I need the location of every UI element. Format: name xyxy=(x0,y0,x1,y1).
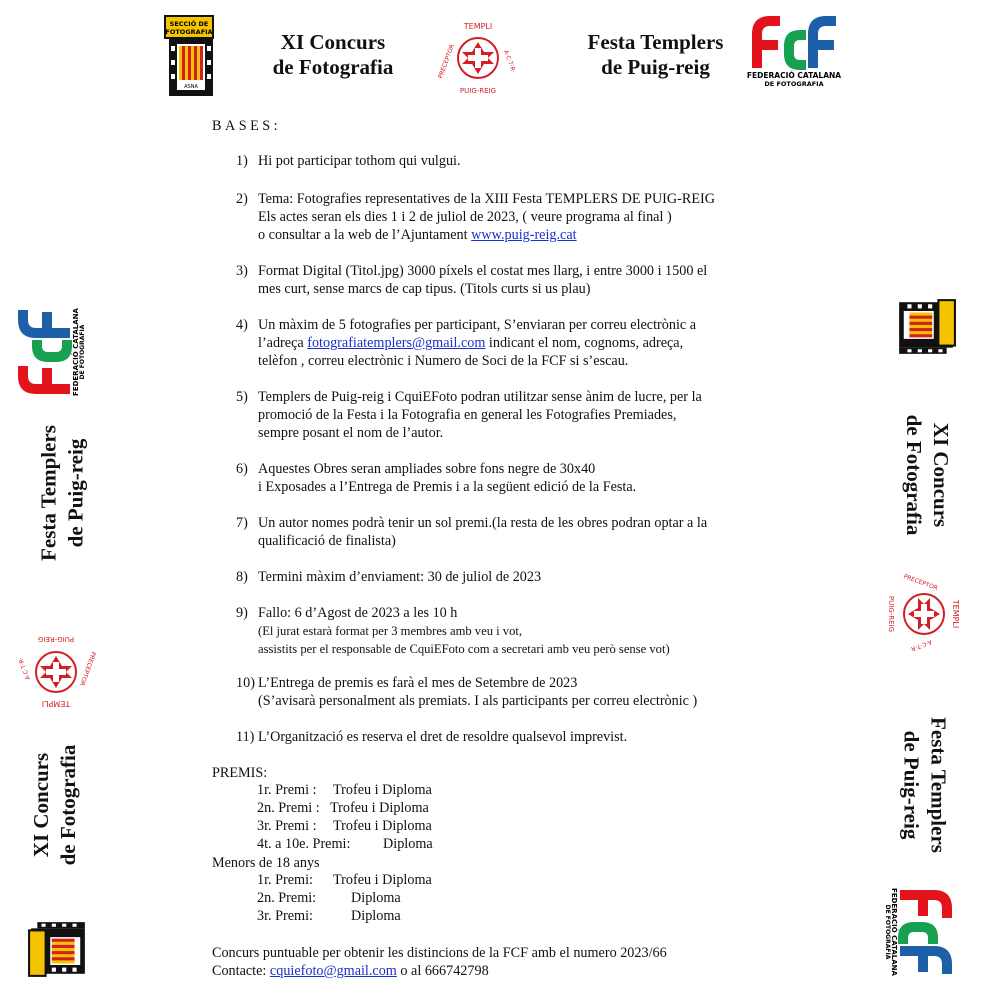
item-text: Un autor nomes podrà tenir un sol premi.(la resta de les obres podran optar a la xyxy=(258,515,708,531)
templers-seal-left xyxy=(16,632,96,712)
item-text: L’Entrega de premis es farà el mes de Setembre de 2023 xyxy=(258,675,578,691)
seccio-line1: SECCIÓ DE xyxy=(169,20,209,28)
item-text: Hi pot participar tothom qui vulgui. xyxy=(258,153,461,169)
fcf-logo-left xyxy=(12,304,84,400)
item-text: Aquestes Obres seran ampliades sobre fons negre de 30x40 xyxy=(258,461,596,477)
templers-seal-top xyxy=(438,18,518,98)
item-text: qualificació de finalista) xyxy=(258,533,396,549)
fcf-line2: DE FOTOGRAFIA xyxy=(764,80,824,88)
contact-email-link[interactable]: cquiefoto@gmail.com xyxy=(269,963,397,979)
left-title-festa: Festa Templers de Puig-reig xyxy=(36,425,88,561)
item-number: 7) xyxy=(236,515,248,531)
item-text: Tema: Fotografies representatives de la XIII Festa TEMPLERS DE PUIG-REIG xyxy=(258,191,715,207)
item-number: 4) xyxy=(236,317,248,333)
prize-value: Trofeu i Diploma xyxy=(333,782,432,798)
contact-label: Contacte: xyxy=(212,963,270,979)
prize-value: Diploma xyxy=(351,890,401,906)
item-text: promoció de la Festa i la Fotografia en general les Fotografies Premiades, xyxy=(258,407,677,423)
prize-value: Diploma xyxy=(351,908,401,924)
seccio-fotografia-logo-left xyxy=(27,905,89,993)
item-text: (El jurat estarà format per 3 membres amb veu i vot, xyxy=(258,624,523,638)
item-text: (S’avisarà personalment als premiats. I als participants per correu electrònic ) xyxy=(258,693,698,709)
item-number: 10) xyxy=(236,675,255,691)
prize-value: Trofeu i Diploma xyxy=(333,872,432,888)
item-text: sempre posant el nom de l’autor. xyxy=(258,425,444,441)
item-text: i Exposades a l’Entrega de Premis i a la següent edició de la Festa. xyxy=(258,479,637,495)
item-number: 1) xyxy=(236,153,248,169)
item-text: Termini màxim d’enviament: 30 de juliol de 2023 xyxy=(258,569,542,585)
item-number: 11) xyxy=(236,729,255,745)
templers-seal-right xyxy=(884,574,964,654)
header-title-festa: Festa Templers de Puig-reig xyxy=(587,30,724,79)
item-number: 3) xyxy=(236,263,248,279)
premis-heading: PREMIS: xyxy=(212,765,268,781)
right-title-concurs: XI Concurs de Fotografia xyxy=(902,414,953,536)
seccio-fotografia-logo-top xyxy=(163,14,219,102)
minors-heading: Menors de 18 anys xyxy=(212,855,320,871)
item-text: mes curt, sense marcs de cap tipus. (Titols curts si us plau) xyxy=(258,281,591,297)
item-text: o consultar a la web de l’Ajuntament xyxy=(258,227,472,243)
item-text: Templers de Puig-reig i CquiEFoto podran utilitzar sense ànim de lucre, per la xyxy=(258,389,702,405)
item-text: Format Digital (Titol.jpg) 3000 píxels el costat mes llarg, i entre 3000 i 1500 el xyxy=(258,263,708,279)
header-title-concurs: XI Concurs de Fotografia xyxy=(272,30,394,79)
fcf-line1: FEDERACIÓ CATALANA xyxy=(746,71,842,80)
prize-rank: 3r. Premi: xyxy=(257,908,313,924)
item-text: l’adreça xyxy=(258,335,308,351)
fcf-logo-top xyxy=(746,10,842,88)
item-text: L’Organització es reserva el dret de resoldre qualsevol imprevist. xyxy=(258,729,628,745)
item-number: 5) xyxy=(236,389,248,405)
ajuntament-web-link[interactable]: www.puig-reig.cat xyxy=(471,227,577,243)
item-text: assistits per el responsable de CquiEFoto com a secretari amb veu però sense vot) xyxy=(258,642,670,656)
item-number: 6) xyxy=(236,461,248,477)
prize-value: Diploma xyxy=(383,836,433,852)
fcf-logo-right xyxy=(886,884,958,980)
item-text: Un màxim de 5 fotografies per participant, S’enviaran per correu electrònic a xyxy=(258,317,697,333)
contact-phone: o al 666742798 xyxy=(396,963,489,979)
prize-rank: 2n. Premi: xyxy=(257,890,317,906)
prize-rank: 3r. Premi : xyxy=(257,818,317,834)
footer-contact xyxy=(212,962,489,980)
prize-rank: 1r. Premi: xyxy=(257,872,313,888)
prize-rank: 1r. Premi : xyxy=(257,782,317,798)
item-text: Els actes seran els dies 1 i 2 de juliol de 2023, ( veure programa al final ) xyxy=(258,209,672,225)
item-text: indicant el nom, cognoms, adreça, xyxy=(485,335,684,351)
item-number: 9) xyxy=(236,605,248,621)
left-title-concurs: XI Concurs de Fotografia xyxy=(29,744,80,866)
item-number: 2) xyxy=(236,191,248,207)
item-text: telèfon , correu electrònic i Numero de Soci de la FCF si s’escau. xyxy=(258,353,629,369)
prize-value: Trofeu i Diploma xyxy=(333,818,432,834)
prize-value: Trofeu i Diploma xyxy=(330,800,429,816)
seccio-label: ASNA xyxy=(184,84,198,90)
item-number: 8) xyxy=(236,569,248,585)
footer-puntuable: Concurs puntuable per obtenir les distincions de la FCF amb el numero 2023/66 xyxy=(212,945,667,961)
email-link-templers[interactable]: fotografiatemplers@gmail.com xyxy=(307,335,486,351)
bases-heading: BASES: xyxy=(212,118,282,134)
right-title-festa: Festa Templers de Puig-reig xyxy=(899,717,951,853)
item-text: Fallo: 6 d’Agost de 2023 a les 10 h xyxy=(258,605,458,621)
seccio-line2: FOTOGRAFIA xyxy=(165,28,213,36)
seccio-fotografia-logo-right xyxy=(895,287,957,367)
prize-rank: 4t. a 10e. Premi: xyxy=(257,836,351,852)
prize-rank: 2n. Premi : xyxy=(257,800,320,816)
